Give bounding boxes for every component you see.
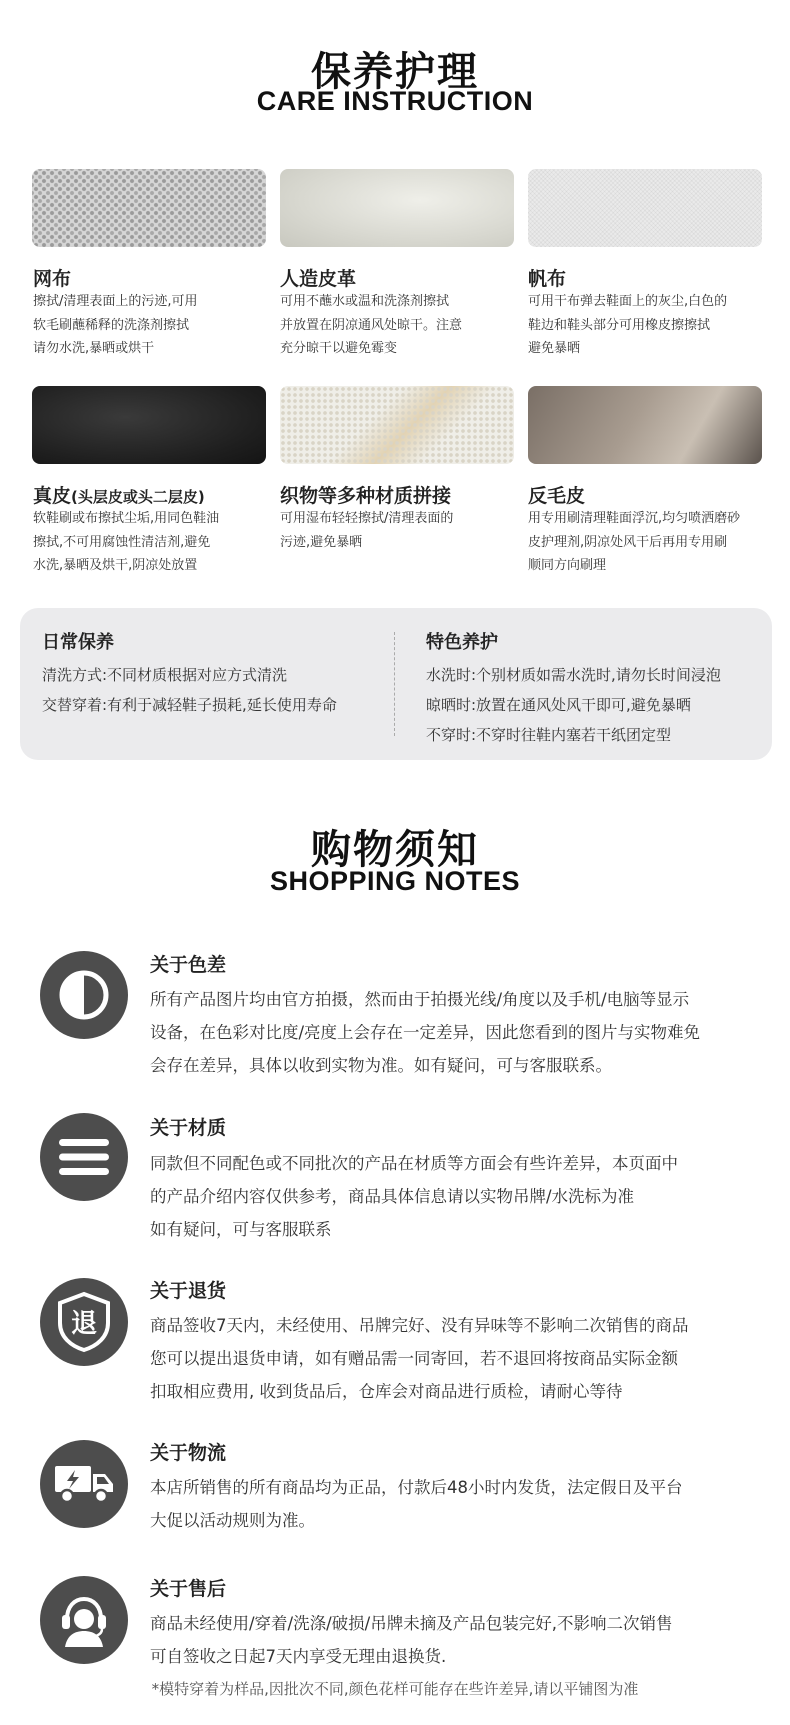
special-care-line: 不穿时:不穿时往鞋内塞若干纸团定型 [426,726,672,744]
material-desc-synthetic-leather: 可用不蘸水或温和洗涤剂擦拭 并放置在阴凉通风处晾干。注意 充分晾干以避免霉变 [280,294,463,356]
daily-care-line: 交替穿着:有利于减轻鞋子损耗,延长使用寿命 [42,696,337,714]
material-name-genuine-leather: 真皮(头层皮或头二层皮) [33,485,205,507]
synthetic-leather-swatch [280,169,514,247]
material-desc-canvas: 可用干布弹去鞋面上的灰尘,白色的 鞋边和鞋头部分可用橡皮擦擦拭 避免暴晒 [528,294,728,356]
daily-care-title: 日常保养 [42,632,114,653]
canvas-swatch [528,169,762,247]
delivery-truck-icon [40,1440,128,1528]
note-line: 商品未经使用/穿着/洗涤/破损/吊牌未摘及产品包装完好,不影响二次销售 [150,1614,673,1633]
note-line: 会存在差异，具体以收到实物为准。如有疑问，可与客服联系。 [150,1056,612,1075]
material-name-mixed: 织物等多种材质拼接 [280,485,452,507]
note-title-material: 关于材质 [150,1117,227,1139]
note-line: 本店所销售的所有商品均为正品，付款后48小时内发货，法定假日及平台 [150,1478,683,1497]
note-line: 的产品介绍内容仅供参考，商品具体信息请以实物吊牌/水洗标为准 [150,1187,635,1206]
headset-support-icon [40,1576,128,1664]
note-title-after-sales: 关于售后 [150,1578,227,1600]
return-glyph: 退 [70,1309,98,1339]
footnote: *模特穿着为样品,因批次不同,颜色花样可能存在些许差异,请以平铺图为准 [151,1680,639,1698]
care-tips-panel [20,608,772,760]
note-line: 设备，在色彩对比度/亮度上会存在一定差异，因此您看到的图片与实物难免 [150,1023,701,1042]
material-desc-mesh: 擦拭/清理表面上的污迹,可用 软毛刷蘸稀释的洗涤剂擦拭 请勿水洗,暴晒或烘干 [33,294,198,356]
note-title-logistics: 关于物流 [150,1442,227,1464]
material-desc-mixed: 可用湿布轻轻擦拭/清理表面的 污迹,避免暴晒 [280,511,454,550]
note-line: 同款但不同配色或不同批次的产品在材质等方面会有些许差异，本页面中 [150,1154,678,1173]
note-line: 您可以提出退货申请，如有赠品需一同寄回，若不退回将按商品实际金额 [150,1349,678,1368]
shopping-title-cn: 购物须知 [311,827,479,873]
note-line: 商品签收7天内，未经使用、吊牌完好、没有异味等不影响二次销售的商品 [150,1316,689,1335]
genuine-leather-swatch [32,386,266,464]
note-line: 大促以活动规则为准。 [150,1511,315,1530]
material-name-synthetic-leather: 人造皮革 [280,268,357,290]
care-title-cn: 保养护理 [311,49,479,95]
panel-divider [394,632,395,736]
material-name-suede: 反毛皮 [528,485,586,507]
menu-lines-icon [40,1113,128,1201]
special-care-title: 特色养护 [426,632,498,653]
care-title-en: CARE INSTRUCTION [256,86,534,116]
material-desc-genuine-leather: 软鞋刷或布擦拭尘垢,用同色鞋油 擦拭,不可用腐蚀性清洁剂,避免 水洗,暴晒及烘干,阴凉处放置 [33,511,220,573]
shopping-title-en: SHOPPING NOTES [269,866,521,896]
material-desc-suede: 用专用刷清理鞋面浮沉,均匀喷洒磨砂 皮护理剂,阴凉处风干后再用专用刷 顺同方向刷理 [528,511,741,573]
special-care-line: 晾晒时:放置在通风处风干即可,避免暴晒 [426,696,691,714]
note-line: 如有疑问，可与客服联系 [150,1220,332,1239]
note-title-returns: 关于退货 [150,1280,227,1302]
suede-swatch [528,386,762,464]
material-subname: (头层皮或头二层皮) [71,488,205,506]
mixed-material-swatch [280,386,514,464]
note-line: 扣取相应费用, 收到货品后，仓库会对商品进行质检，请耐心等待 [150,1382,623,1401]
contrast-icon [40,951,128,1039]
note-title-color: 关于色差 [150,954,227,976]
return-shield-icon [40,1278,128,1366]
note-line: 可自签收之日起7天内享受无理由退换货. [150,1647,447,1666]
note-line: 所有产品图片均由官方拍摄，然而由于拍摄光线/角度以及手机/电脑等显示 [150,990,690,1009]
material-name-mesh: 网布 [33,268,72,290]
material-name-canvas: 帆布 [528,268,567,290]
mesh-fabric-swatch [32,169,266,247]
daily-care-line: 清洗方式:不同材质根据对应方式清洗 [42,666,288,684]
special-care-line: 水洗时:个别材质如需水洗时,请勿长时间浸泡 [426,666,721,684]
